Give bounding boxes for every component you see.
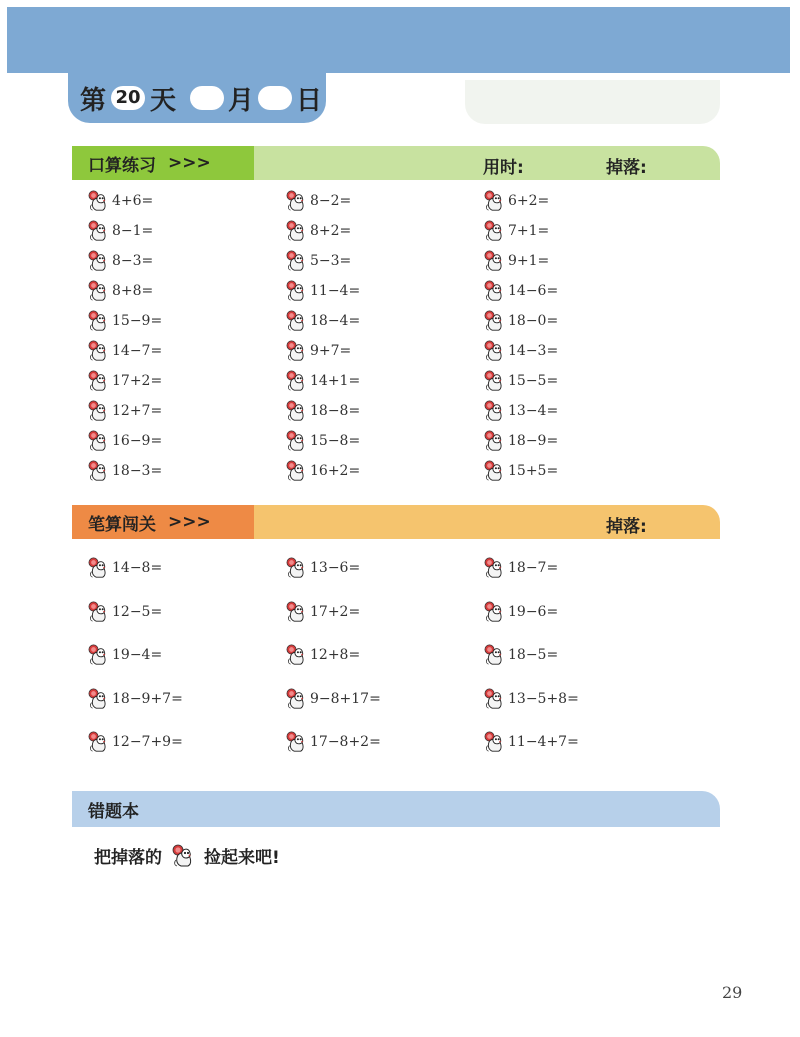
wrong-book-label-block — [72, 792, 272, 826]
wrong-book-title: 错题本 — [88, 801, 139, 822]
written-problem-text: 18−9+7= — [112, 690, 183, 707]
oral-problem — [484, 280, 558, 302]
mouse-icon — [484, 220, 506, 242]
oral-problem — [286, 400, 360, 422]
month-blank[interactable] — [190, 86, 224, 110]
written-problem-text: 13−5+8= — [508, 690, 579, 707]
written-problem — [286, 688, 381, 710]
mouse-icon — [88, 280, 110, 302]
written-problem-text: 9−8+17= — [310, 690, 381, 707]
header-band — [7, 7, 790, 73]
oral-problem-text: 18−8= — [310, 403, 361, 419]
date-label: 日 — [296, 85, 323, 116]
mouse-icon — [88, 688, 110, 710]
written-problem-text: 19−4= — [112, 647, 163, 663]
mouse-icon — [286, 644, 308, 666]
date-blank[interactable] — [258, 86, 292, 110]
written-problem — [286, 731, 381, 753]
oral-problem — [484, 400, 558, 422]
mouse-icon — [286, 557, 308, 579]
oral-problem-text: 8−2= — [310, 193, 352, 209]
day-prefix: 第 — [80, 85, 107, 116]
mouse-icon — [484, 460, 506, 482]
oral-problem — [88, 460, 162, 482]
written-problem-text: 17+2= — [310, 603, 361, 620]
oral-problem-text: 14−3= — [508, 343, 559, 359]
oral-problem-text: 15+5= — [508, 463, 559, 479]
written-problem-text: 13−6= — [310, 560, 361, 576]
oral-problem — [286, 460, 360, 482]
oral-dropped-label: 掉落: — [606, 158, 647, 178]
oral-problem-text: 8−1= — [112, 223, 154, 239]
written-problem-text: 18−5= — [508, 647, 559, 663]
oral-problem — [484, 430, 558, 452]
oral-problem-text: 9+7= — [310, 343, 352, 359]
oral-problem — [286, 250, 351, 272]
written-problem — [484, 644, 558, 666]
mouse-icon — [88, 731, 110, 753]
oral-problem-text: 15−8= — [310, 433, 361, 449]
written-problem — [286, 601, 360, 623]
oral-problem-text: 4+6= — [112, 193, 154, 209]
oral-practice-arrows: >>> — [168, 153, 211, 173]
bleed-through-shadow — [465, 80, 720, 124]
wrong-book-bar — [72, 791, 720, 827]
oral-problem-text: 18−9= — [508, 433, 559, 449]
mouse-icon — [88, 644, 110, 666]
mouse-icon — [88, 250, 110, 272]
oral-problem-text: 13−4= — [508, 403, 559, 419]
oral-problem-text: 15−9= — [112, 313, 163, 329]
written-problem-text: 12−7+9= — [112, 734, 183, 750]
mouse-icon — [484, 601, 506, 623]
written-problem — [484, 557, 558, 579]
instruction-after: 捡起来吧! — [204, 848, 280, 868]
mouse-icon — [88, 601, 110, 623]
mouse-icon — [286, 460, 308, 482]
oral-problem-text: 14+1= — [310, 373, 361, 389]
oral-problem — [286, 190, 351, 212]
mouse-icon — [88, 220, 110, 242]
oral-problem — [484, 460, 558, 482]
oral-problem — [88, 370, 162, 392]
mouse-icon — [286, 688, 308, 710]
mouse-icon — [88, 340, 110, 362]
written-problem-text: 11−4+7= — [508, 734, 579, 750]
month-label: 月 — [228, 85, 255, 116]
oral-problem-text: 7+1= — [508, 223, 550, 239]
oral-problem — [484, 220, 549, 242]
written-problem-text: 12+8= — [310, 647, 361, 663]
mouse-icon — [484, 340, 506, 362]
oral-problem-text: 17+2= — [112, 373, 163, 389]
mouse-icon — [286, 370, 308, 392]
mouse-icon — [286, 280, 308, 302]
written-practice-arrows: >>> — [168, 512, 211, 532]
oral-problem — [484, 190, 549, 212]
mouse-icon — [484, 280, 506, 302]
oral-problem — [88, 220, 153, 242]
oral-problem — [88, 400, 162, 422]
mouse-icon — [286, 190, 308, 212]
oral-problem — [88, 340, 162, 362]
written-problem — [88, 688, 183, 710]
written-problem-text: 19−6= — [508, 603, 559, 620]
oral-problem-text: 8−3= — [112, 253, 154, 269]
oral-problem — [286, 310, 360, 332]
mouse-icon — [484, 644, 506, 666]
oral-problem-text: 12+7= — [112, 403, 163, 419]
day-number: 20 — [111, 86, 145, 110]
mouse-icon — [484, 370, 506, 392]
mouse-icon — [484, 731, 506, 753]
oral-problem-text: 5−3= — [310, 253, 352, 269]
oral-problem-text: 11−4= — [310, 283, 361, 299]
written-problem — [484, 731, 579, 753]
mouse-icon — [88, 190, 110, 212]
mouse-icon — [286, 310, 308, 332]
oral-problem — [88, 280, 153, 302]
written-problem — [286, 557, 360, 579]
oral-practice-title: 口算练习 — [88, 155, 156, 176]
written-problem — [484, 688, 579, 710]
mouse-icon — [286, 731, 308, 753]
written-problem — [286, 644, 360, 666]
written-problem — [88, 601, 162, 623]
oral-problem — [484, 340, 558, 362]
written-problem — [88, 731, 183, 753]
oral-practice-label-block — [72, 146, 254, 180]
oral-problem — [88, 430, 162, 452]
oral-problem-text: 15−5= — [508, 373, 559, 389]
time-used-label: 用时: — [483, 158, 524, 178]
oral-problem-text: 8+8= — [112, 283, 154, 299]
page-number: 29 — [722, 983, 743, 1002]
wrong-book-instruction — [94, 843, 280, 868]
mouse-icon — [88, 370, 110, 392]
mouse-icon — [484, 400, 506, 422]
oral-problem-text: 16−9= — [112, 433, 163, 449]
mouse-icon — [286, 601, 308, 623]
mouse-icon — [88, 557, 110, 579]
oral-problem-text: 14−7= — [112, 343, 163, 359]
mouse-icon — [286, 430, 308, 452]
oral-problem — [88, 250, 153, 272]
oral-problem — [286, 220, 351, 242]
written-problem — [88, 557, 162, 579]
oral-problem-text: 18−3= — [112, 463, 163, 479]
oral-problem — [286, 430, 360, 452]
written-problem-text: 18−7= — [508, 560, 559, 576]
mouse-icon — [88, 430, 110, 452]
mouse-icon — [172, 844, 196, 868]
oral-problem-text: 8+2= — [310, 223, 352, 239]
written-dropped-label: 掉落: — [606, 517, 647, 537]
mouse-icon — [484, 557, 506, 579]
written-practice-label-block — [72, 505, 254, 539]
oral-problem — [286, 280, 360, 302]
mouse-icon — [484, 190, 506, 212]
oral-problem-text: 14−6= — [508, 283, 559, 299]
oral-problem-text: 9+1= — [508, 253, 550, 269]
mouse-icon — [286, 340, 308, 362]
day-header — [68, 73, 326, 123]
oral-problem-text: 6+2= — [508, 193, 550, 209]
oral-problem-text: 18−0= — [508, 313, 559, 329]
oral-problem — [88, 310, 162, 332]
written-problem — [484, 601, 558, 623]
mouse-icon — [484, 250, 506, 272]
written-practice-title: 笔算闯关 — [88, 514, 156, 535]
oral-problem — [484, 310, 558, 332]
written-problem — [88, 644, 162, 666]
mouse-icon — [484, 688, 506, 710]
oral-problem — [88, 190, 153, 212]
written-problem-text: 12−5= — [112, 603, 163, 620]
oral-problem — [286, 370, 360, 392]
mouse-icon — [484, 310, 506, 332]
oral-problem-text: 16+2= — [310, 463, 361, 479]
mouse-icon — [88, 310, 110, 332]
oral-problem-text: 18−4= — [310, 313, 361, 329]
mouse-icon — [286, 250, 308, 272]
written-problem-text: 14−8= — [112, 560, 163, 576]
written-problem-text: 17−8+2= — [310, 734, 381, 750]
mouse-icon — [286, 220, 308, 242]
oral-problem — [286, 340, 351, 362]
day-suffix: 天 — [150, 85, 177, 116]
instruction-before: 把掉落的 — [94, 848, 162, 868]
mouse-icon — [484, 430, 506, 452]
oral-problem — [484, 370, 558, 392]
mouse-icon — [88, 400, 110, 422]
oral-problem — [484, 250, 549, 272]
mouse-icon — [286, 400, 308, 422]
mouse-icon — [88, 460, 110, 482]
